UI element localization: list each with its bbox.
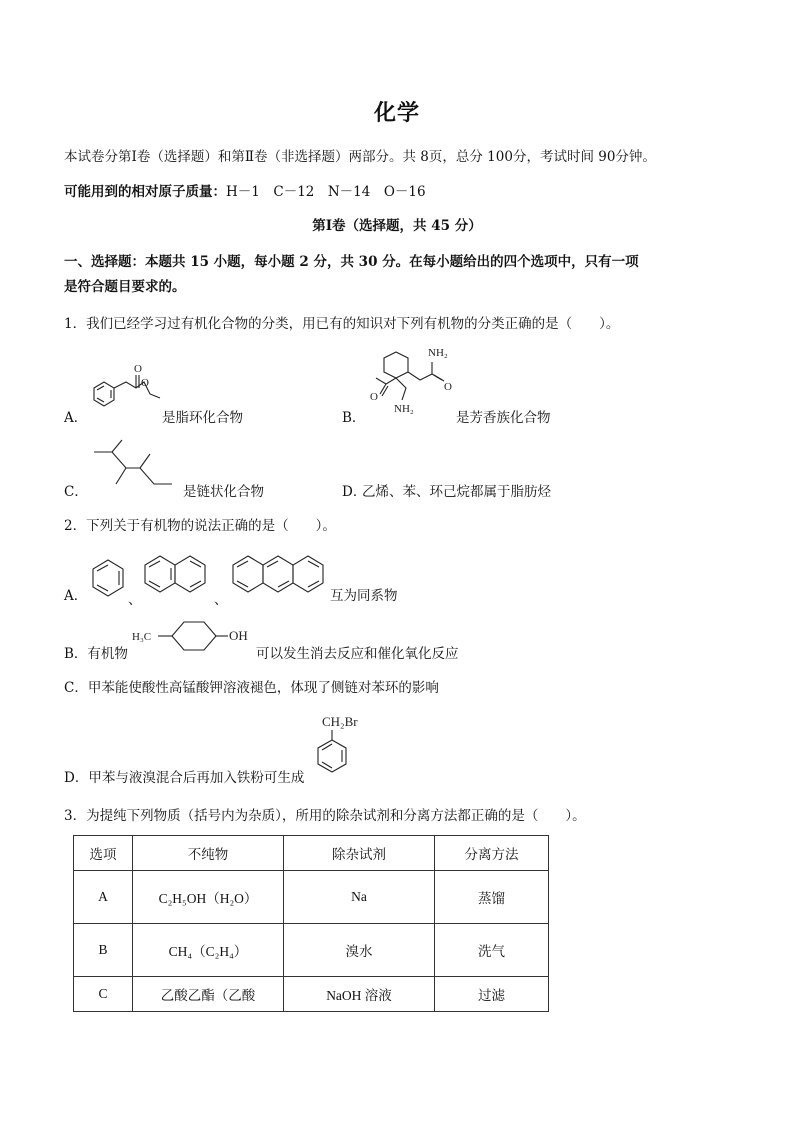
q2-option-d-text: D．甲苯与液溴混合后再加入铁粉可生成: [64, 770, 305, 786]
section1-instruction-cont: 是符合题目要求的。: [64, 279, 186, 295]
q2-option-c: C．甲苯能使酸性高锰酸钾溶液褪色，体现了侧链对苯环的影响: [64, 680, 439, 696]
q2-a-separator-2: 、: [214, 592, 228, 608]
table-cell: 洗气: [435, 924, 549, 977]
q2-stem: 2．下列关于有机物的说法正确的是（ ）。: [64, 518, 336, 534]
q2-b-structure: [132, 616, 256, 656]
q2-a-anthracene: [230, 554, 328, 596]
q1-option-d-label: D．: [342, 484, 367, 500]
q1-option-d-text: 乙烯、苯、环己烷都属于脂肪烃: [362, 484, 551, 500]
q1-a-carbonyl-o: O: [134, 363, 142, 375]
table-cell: Na: [284, 871, 435, 924]
table-row: [74, 871, 549, 924]
table-cell: B: [74, 924, 133, 977]
q1-a-structure: [84, 358, 164, 418]
page-title: 化学: [373, 100, 420, 126]
q1-b-amide-nh2: NH₂: [428, 347, 448, 359]
exam-intro: 本试卷分第Ⅰ卷（选择题）和第Ⅱ卷（非选择题）两部分。共 8页，总分 100分，考试时间 90分钟。: [64, 149, 656, 165]
q2-b-methyl-label: H₃C: [132, 631, 152, 643]
q1-option-a-label: A．: [64, 410, 88, 426]
table-cell: A: [74, 871, 133, 924]
q2-b-hydroxyl-label: OH: [229, 628, 248, 643]
q1-c-structure: [92, 440, 182, 495]
table-row: [74, 977, 549, 1012]
q1-option-b-text: 是芳香族化合物: [456, 410, 551, 426]
q1-b-amine-nh2: NH₂: [394, 403, 414, 415]
table-cell: 蒸馏: [435, 871, 549, 924]
q1-a-ester-o: O: [141, 377, 149, 389]
q3-options-table: [73, 835, 549, 1012]
q2-a-benzene: [90, 558, 126, 598]
table-cell: C: [74, 977, 133, 1012]
q1-option-c-label: C．: [64, 484, 88, 500]
table-cell: CH₄（C₂H₄）: [133, 924, 284, 977]
q1-option-b-label: B．: [342, 410, 366, 426]
q2-option-a-label: A．: [64, 588, 88, 604]
table-cell: 过滤: [435, 977, 549, 1012]
q1-b-ketone-o: O: [370, 391, 378, 403]
table-header-cell: 不纯物: [133, 836, 284, 871]
q2-option-b-text: 可以发生消去反应和催化氧化反应: [256, 646, 459, 662]
q1-b-structure: [366, 344, 456, 416]
q2-a-naphthalene: [142, 554, 212, 596]
q2-d-ch2br-label: CH₂Br: [322, 714, 358, 729]
table-header-row: [74, 836, 549, 871]
q2-d-benzyl-bromide: [312, 712, 382, 778]
table-header-cell: 选项: [74, 836, 133, 871]
table-cell: C₂H₅OH（H₂O）: [133, 871, 284, 924]
q2-a-separator-1: 、: [128, 592, 142, 608]
table-cell: NaOH 溶液: [284, 977, 435, 1012]
atomic-mass-values: H－1 C－12 N－14 O－16: [226, 184, 426, 200]
table-cell: 溴水: [284, 924, 435, 977]
q1-stem: 1．我们已经学习过有机化合物的分类，用已有的知识对下列有机物的分类正确的是（ ）。: [64, 316, 620, 332]
atomic-mass-label: 可能用到的相对原子质量：: [64, 184, 226, 200]
q1-b-amide-o: O: [444, 381, 452, 393]
q2-option-b-label: B．有机物: [64, 646, 128, 662]
section1-instruction: 一、选择题：本题共 15 小题，每小题 2 分，共 30 分。在每小题给出的四个选项中，只有一项: [64, 254, 639, 270]
q2-option-a-text: 互为同系物: [330, 588, 398, 604]
table-cell: 乙酸乙酯（乙酸: [133, 977, 284, 1012]
q3-stem: 3．为提纯下列物质（括号内为杂质），所用的除杂试剂和分离方法都正确的是（ ）。: [64, 808, 586, 824]
atomic-mass-line: [64, 180, 426, 200]
table-header-cell: 除杂试剂: [284, 836, 435, 871]
table-row: [74, 924, 549, 977]
q1-option-c-text: 是链状化合物: [183, 484, 264, 500]
table-header-cell: 分离方法: [435, 836, 549, 871]
part1-title: 第Ⅰ卷（选择题，共 45 分）: [312, 218, 482, 234]
q1-option-a-text: 是脂环化合物: [162, 410, 243, 426]
